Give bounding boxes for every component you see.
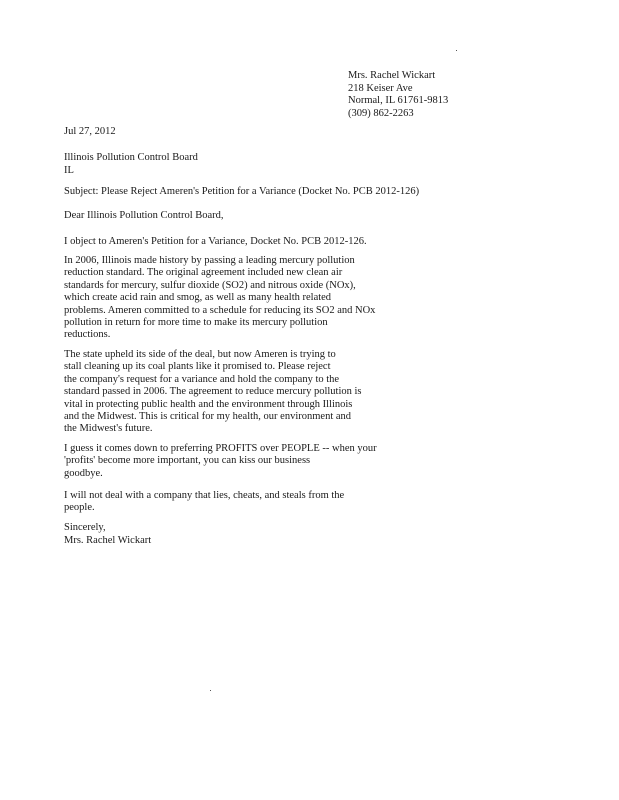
paragraph-line: I guess it comes down to preferring PROFITS over PEOPLE -- when your (64, 443, 377, 454)
paragraph-line: stall cleaning up its coal plants like it promised to. Please reject (64, 361, 331, 373)
recipient-line-1: Illinois Pollution Control Board (64, 152, 198, 163)
paragraph-line: The state upheld its side of the deal, but now Ameren is trying to (64, 349, 336, 360)
paragraph-line: reductions. (64, 329, 111, 341)
scan-speck (456, 50, 457, 51)
paragraph-line: I will not deal with a company that lies, cheats, and steals from the (64, 490, 345, 501)
paragraph-line: standards for mercury, sulfur dioxide (SO2) and nitrous oxide (NOx), (64, 279, 356, 291)
closing-signoff: Sincerely, (64, 522, 106, 533)
salutation: Dear Illinois Pollution Control Board, (64, 210, 224, 221)
paragraph-line: vital in protecting public health and the environment through Illinois (64, 398, 353, 410)
paragraph-line: In 2006, Illinois made history by passing a leading mercury pollution (64, 255, 355, 266)
paragraph-line: problems. Ameren committed to a schedule for reducing its SO2 and NOx (64, 304, 376, 316)
paragraph-line: and the Midwest. This is critical for my health, our environment and (64, 411, 352, 423)
sender-address (348, 70, 448, 120)
body-paragraph-4 (64, 490, 344, 515)
body-paragraph-1 (64, 255, 375, 342)
paragraph-line: goodbye. (64, 467, 103, 479)
paragraph-line: reduction standard. The original agreement included new clean air (64, 267, 343, 279)
paragraph-line: standard passed in 2006. The agreement to reduce mercury pollution is (64, 386, 362, 398)
closing-name: Mrs. Rachel Wickart (64, 534, 152, 546)
paragraph-line: 'profits' become more important, you can kiss our business (64, 455, 311, 467)
paragraph-line: which create acid rain and smog, as well as many health related (64, 292, 332, 304)
recipient-line-2: IL (64, 164, 74, 176)
closing-block (64, 522, 151, 547)
paragraph-line: the Midwest's future. (64, 423, 153, 435)
paragraph-line: people. (64, 502, 95, 514)
objection-statement: I object to Ameren's Petition for a Variance, Docket No. PCB 2012-126. (64, 236, 367, 247)
paragraph-line: pollution in return for more time to make its mercury pollution (64, 317, 328, 329)
sender-phone: (309) 862-2263 (348, 107, 414, 119)
body-paragraph-2 (64, 349, 362, 436)
recipient-block (64, 152, 198, 177)
sender-city: Normal, IL 61761-9813 (348, 95, 449, 106)
paragraph-line: the company's request for a variance and hold the company to the (64, 373, 340, 385)
sender-name: Mrs. Rachel Wickart (348, 70, 436, 81)
scan-speck (210, 690, 211, 691)
body-paragraph-3 (64, 443, 377, 480)
letter-date: Jul 27, 2012 (64, 126, 116, 137)
sender-street: 218 Keiser Ave (348, 82, 413, 94)
subject-line: Subject: Please Reject Ameren's Petition for a Variance (Docket No. PCB 2012-126) (64, 186, 420, 197)
